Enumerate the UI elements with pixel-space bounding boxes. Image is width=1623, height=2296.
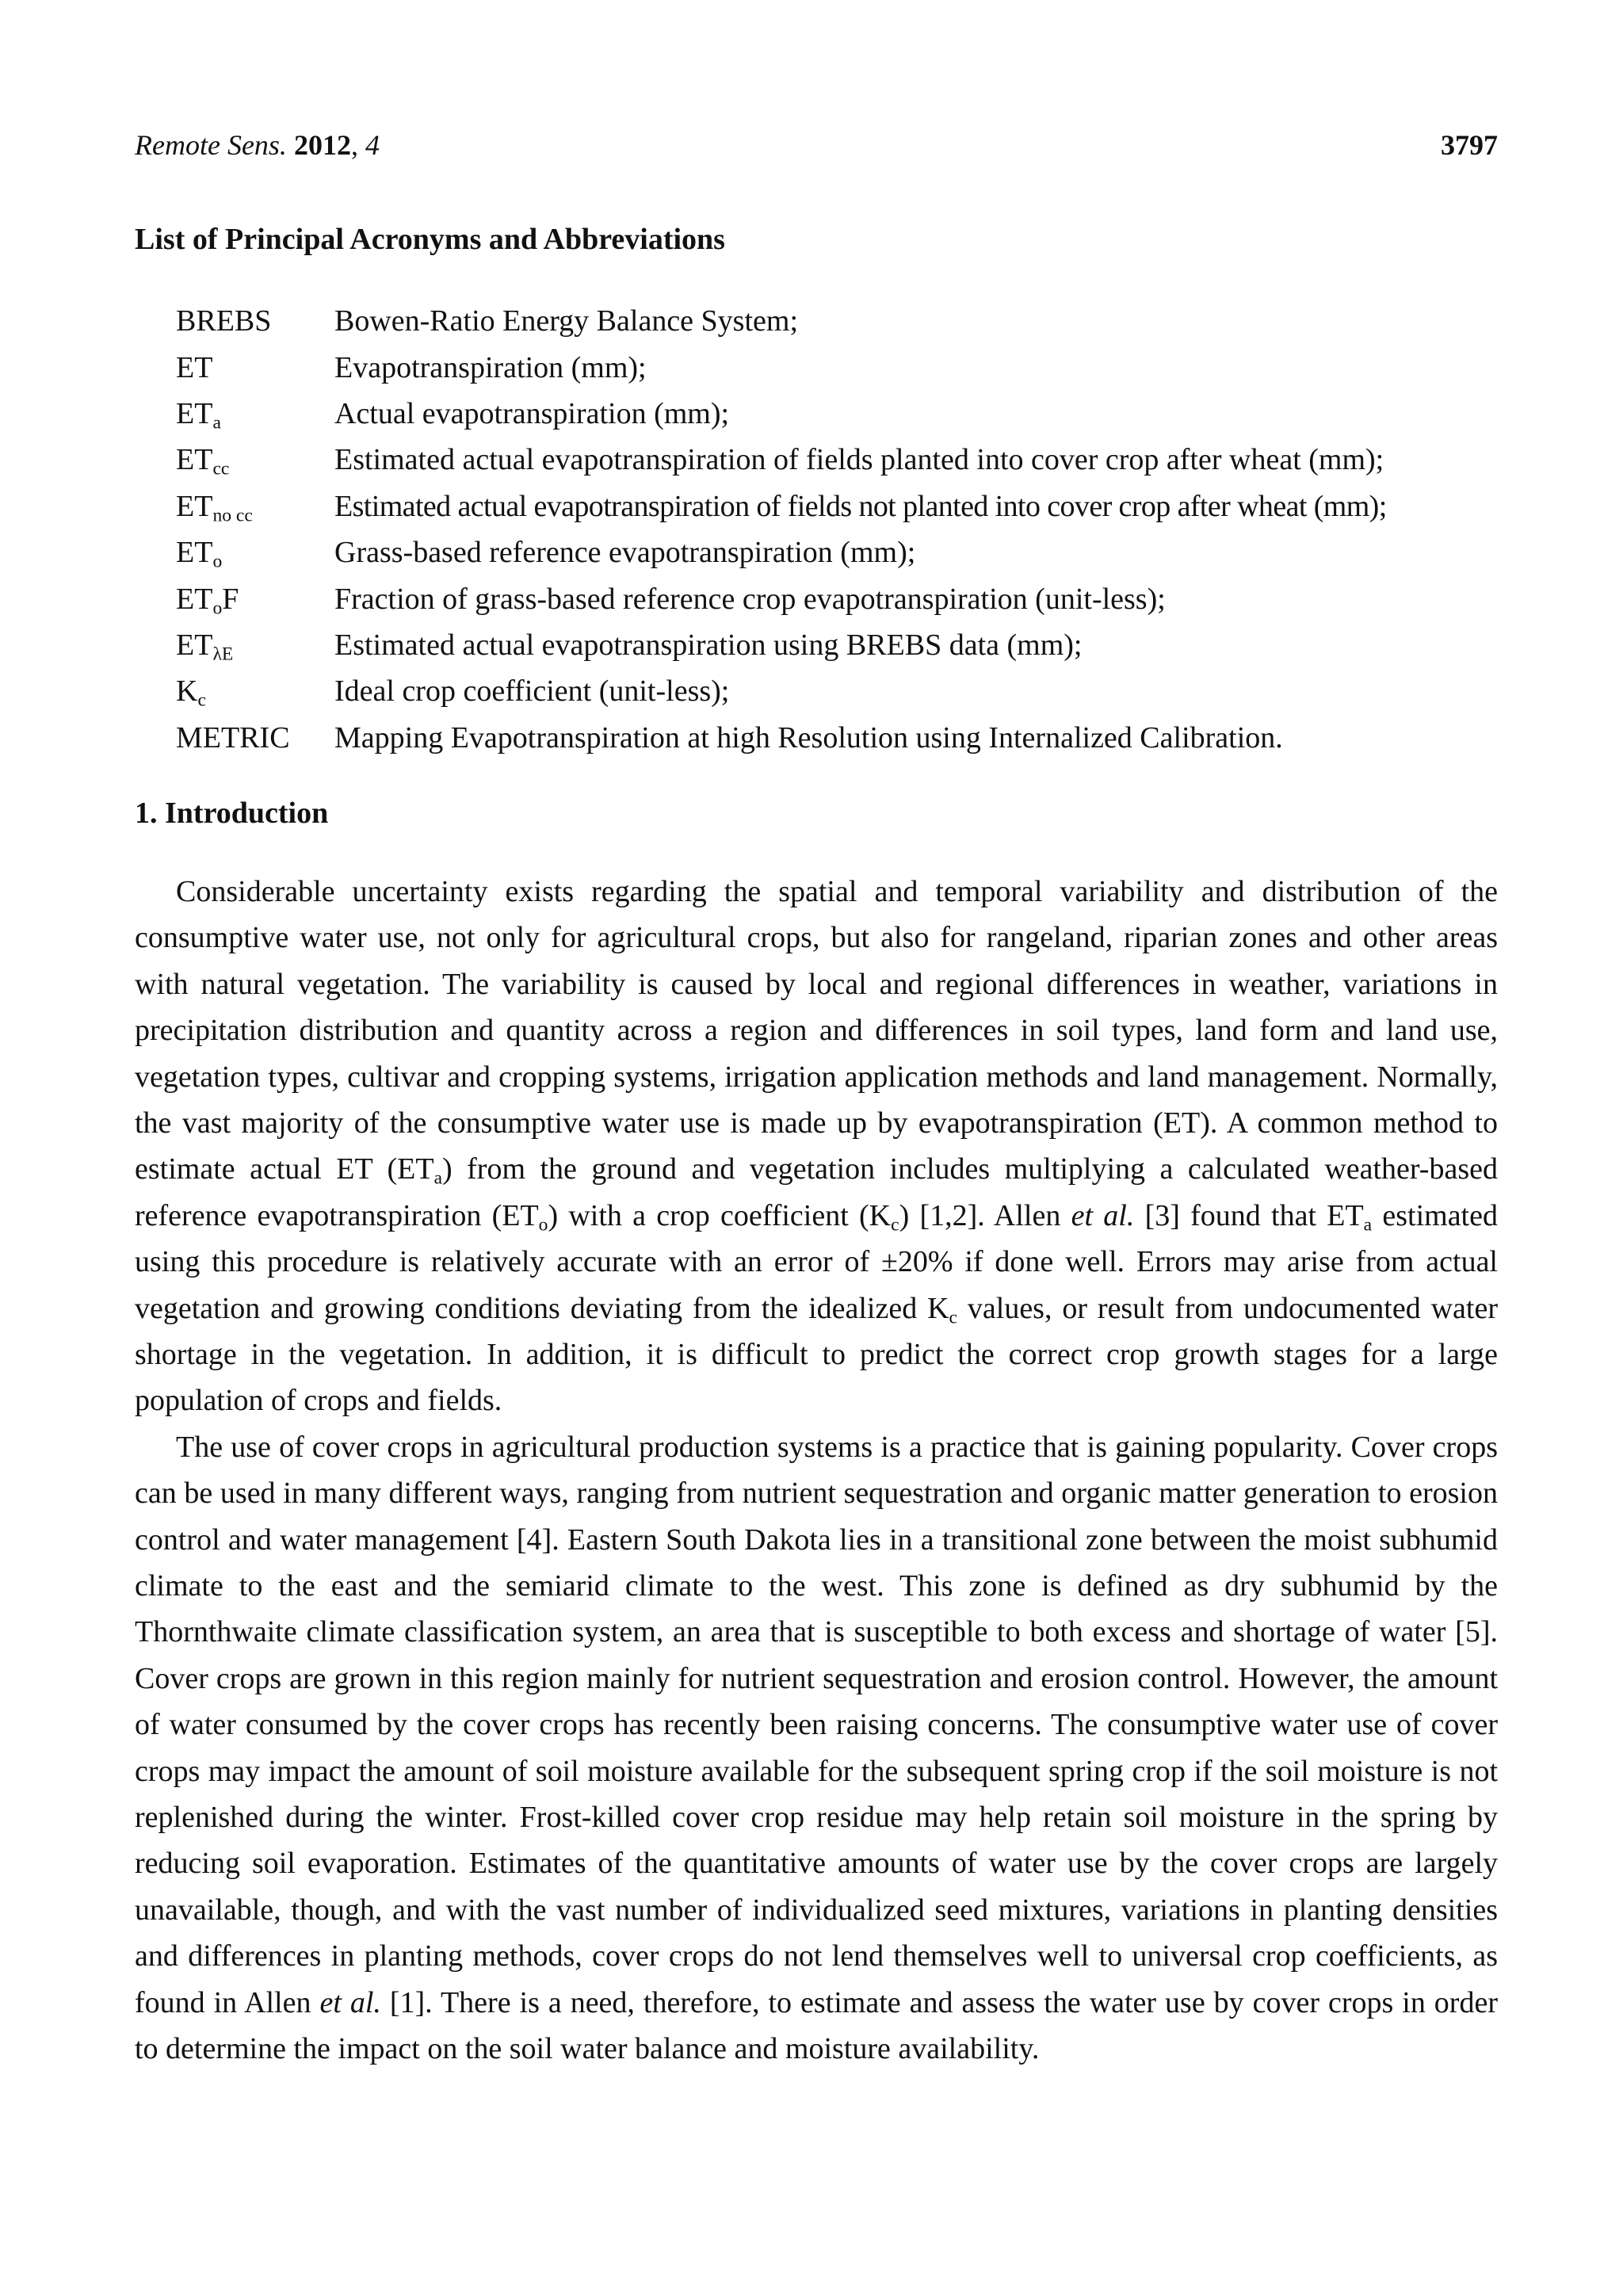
- acronym-term: ET: [176, 350, 213, 384]
- acronym-term: $K_c$: [176, 674, 206, 711]
- acronym-row: [176, 529, 1498, 575]
- acronym-term: $ET_{\lambda E}$: [176, 628, 234, 665]
- page-number: 3797: [1441, 129, 1498, 161]
- intro-paragraph-2: The use of cover crops in agricultural production systems is a practice that is gaining popularity. Cover crops can be used in many different ways, ranging from nutrient sequestration and organic matter generation to erosion control and water management [4]. Eastern South Dakota lies in a transitional zone between the moist subhumid climate to the east and the semiarid climate to the west. This zone is defined as dry subhumid by the Thornthwaite climate classification system, an area that is susceptible to both excess and shortage of water [5]. Cover crops are grown in this region mainly for nutrient sequestration and erosion control. However, the amount of water consumed by the cover crops has recently been raising concerns. The consumptive water use of cover crops may impact the amount of soil moisture available for the subsequent spring crop if the soil moisture is not replenished during the winter. Frost-killed cover crop residue may help retain soil moisture in the spring by reducing soil evaporation. Estimates of the quantitative amounts of water use by the cover crops are largely unavailable, though, and with the vast number of individualized seed mixtures, variations in planting densities and differences in planting methods, cover crops do not lend themselves well to universal crop coefficients, as found in Allen et al. [1]. There is a need, therefore, to estimate and assess the water use by cover crops in order to determine the impact on the soil water balance and moisture availability.: [135, 1430, 1498, 2066]
- acronym-row: [176, 298, 1498, 344]
- acronym-definition: Grass-based reference evapotranspiration (mm);: [334, 536, 916, 570]
- acronym-definition: Actual evapotranspiration (mm);: [334, 396, 730, 430]
- acronym-row: [176, 391, 1498, 437]
- acronym-definition: Ideal crop coefficient (unit-less);: [334, 674, 730, 709]
- acronym-term: $ET_{cc}$: [176, 443, 230, 479]
- acronym-row: [176, 668, 1498, 714]
- acronym-row: [176, 575, 1498, 621]
- acronym-definition: Estimated actual evapotranspiration using BREBS data (mm);: [334, 628, 1083, 662]
- running-header: [135, 119, 1498, 174]
- journal-citation: Remote Sens. 2012, 4: [135, 129, 380, 161]
- acronym-term: BREBS: [176, 304, 272, 338]
- journal-name: Remote Sens.: [135, 129, 287, 161]
- acronym-term: METRIC: [176, 720, 290, 755]
- acronym-term: $ET_o$: [176, 536, 223, 572]
- acronym-definition: Estimated actual evapotranspiration of fields not planted into cover crop after wheat (mm);: [334, 489, 1387, 523]
- acronym-definition: Mapping Evapotranspiration at high Resolution using Internalized Calibration.: [334, 720, 1283, 755]
- acronym-row: [176, 437, 1498, 483]
- acronym-term: $ET_a$: [176, 396, 221, 434]
- acronym-list: [176, 298, 1498, 761]
- acronyms-heading: List of Principal Acronyms and Abbreviations: [135, 223, 725, 256]
- acronym-term: $ET_{no cc}$: [176, 489, 253, 526]
- acronym-row: [176, 483, 1498, 529]
- introduction-heading: 1. Introduction: [135, 796, 329, 830]
- journal-year: 2012: [293, 129, 351, 161]
- intro-paragraph-1: Considerable uncertainty exists regarding the spatial and temporal variability and distribution of the consumptive water use, not only for agricultural crops, but also for rangeland, riparian zones and other areas with natural vegetation. The variability is caused by local and regional differences in weather, variations in precipitation distribution and quantity across a region and differences in soil types, land form and land use, vegetation types, cultivar and cropping systems, irrigation application methods and land management. Normally, the vast majority of the consumptive water use is made up by evapotranspiration (ET). A common method to estimate actual ET $(ET_a)$ from the ground and vegetation includes multiplying a calculated weather-based reference evapotranspiration $(ET_o)$ with a crop coefficient $(K_c)$ [1,2]. Allen et al. [3] found that $ET_a$ estimated using this procedure is relatively accurate with an error of ±20% if done well. Errors may arise from actual vegetation and growing conditions deviating from the idealized $K_c$ values, or result from undocumented water shortage in the vegetation. In addition, it is difficult to predict the correct crop growth stages for a large population of crops and fields.: [135, 874, 1498, 1418]
- acronym-definition: Bowen-Ratio Energy Balance System;: [334, 304, 799, 338]
- acronym-row: [176, 344, 1498, 390]
- paper-page: [135, 119, 1498, 2072]
- journal-volume: 4: [365, 129, 380, 161]
- acronym-definition: Evapotranspiration (mm);: [334, 350, 647, 384]
- acronym-row: [176, 715, 1498, 761]
- acronym-row: [176, 622, 1498, 668]
- acronym-definition: Fraction of grass-based reference crop evapotranspiration (unit-less);: [334, 582, 1166, 616]
- acronym-term: $ET_oF$: [176, 582, 239, 619]
- acronym-definition: Estimated actual evapotranspiration of fields planted into cover crop after wheat (mm);: [334, 443, 1384, 477]
